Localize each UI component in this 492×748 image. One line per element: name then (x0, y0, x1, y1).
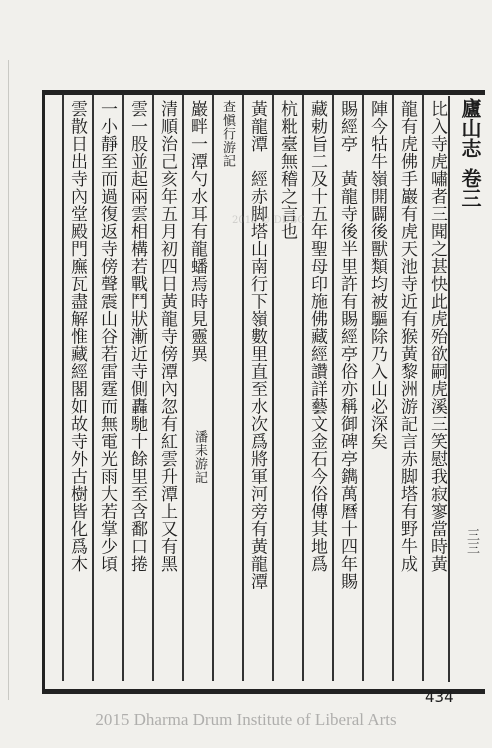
text-column-4: 賜經亭 黃龍寺後半里許有賜經亭俗亦稱御碑亭鐫萬曆十四年賜 (337, 100, 357, 590)
text-column-5: 藏勅旨二及十五年聖母印施佛藏經讚詳藝文金石今俗傳其地爲 (307, 100, 327, 573)
text-column-1: 比入寺虎嘯者三聞之甚快此虎殆欲嗣虎溪三笑慰我寂寥當時黃 (427, 100, 447, 573)
text-column-3: 陣今牯牛嶺開闢後獸類均被驅除乃入山必深矣 (367, 100, 387, 450)
title-text: 廬山志 (458, 98, 482, 158)
text-column-11: 雲一股並起兩雲相構若戰鬥狀漸近寺側轟馳十餘里至含鄱口捲 (127, 100, 147, 573)
copyright-watermark: 2015 Dharma Drum Institute of Liberal Arts (95, 710, 397, 729)
text-column-13: 雲散日出寺內堂殿門廡瓦盡解惟藏經閣如故寺外古樹皆化爲木 (67, 100, 87, 573)
header-page-mark: 三三 (464, 528, 479, 554)
page-edge-line (8, 60, 9, 700)
text-column-10: 清順治己亥年五月初四日黃龍寺傍潭內忽有紅雲升潭上又有黑 (157, 100, 177, 573)
book-title (456, 98, 484, 208)
text-column-6: 杭粃臺無稽之言也 (277, 100, 297, 240)
faint-watermark: 2015 © DDBC (232, 215, 306, 226)
text-column-2: 龍有虎佛手巖有虎天池寺近有猴黃黎洲游記言赤脚塔有野牛成 (397, 100, 417, 573)
text-column-12: 一小靜至而過復返寺傍聲震山谷若雷霆而無電光雨大若掌少頃 (97, 100, 117, 573)
inline-note: 潘耒游記 (192, 430, 207, 484)
text-column-9: 巖畔一潭勺水耳有龍蟠焉時見靈異 (187, 100, 207, 363)
text-column-7: 黃龍潭 經赤脚塔山南行下嶺數里直至水次爲將軍河旁有黃龍潭 (247, 100, 267, 590)
volume-text: 卷三 (458, 168, 482, 208)
text-column-8: 查愼行游記 (220, 100, 235, 168)
page-number: 434 (425, 688, 454, 706)
